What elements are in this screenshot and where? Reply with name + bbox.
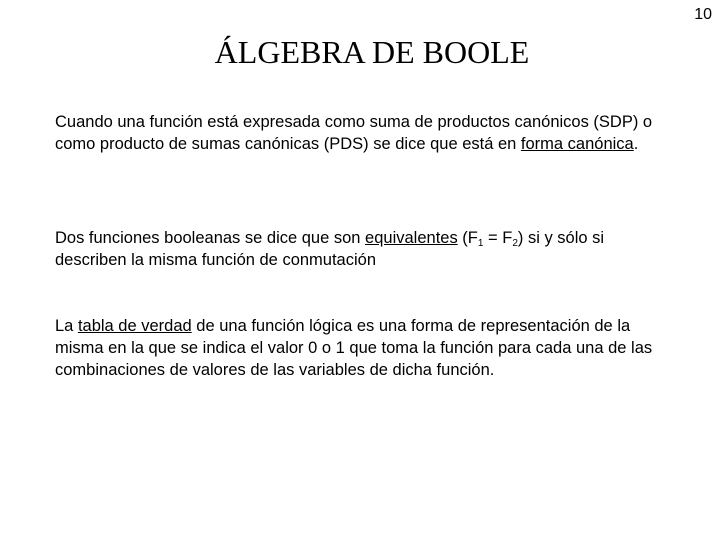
page-title: ÁLGEBRA DE BOOLE [214,34,530,70]
paragraph-text: (F [457,229,478,247]
paragraph-text: = F [483,229,513,247]
term-tabla-de-verdad: tabla de verdad [77,317,192,335]
paragraph-text: de una función lógica es una forma de representación de la misma en la que se indica el valor 0 o 1 que toma la función para cada una de las combinaciones de valores de las variables de dicha función. [55,317,653,379]
paragraph-equivalent-functions [55,227,655,271]
paragraph-text: Dos funciones booleanas se dice que son [55,229,366,247]
page-number: 10 [694,6,712,23]
paragraph-text: La [55,317,78,335]
paragraph-text: ) si y sólo si describen la misma función de conmutación [55,229,605,269]
subscript-1: 1 [477,238,484,249]
term-forma-canonica: forma canónica [520,135,634,153]
paragraph-truth-table [55,315,655,381]
term-equivalentes: equivalentes [365,229,458,247]
paragraph-canonical-form [55,111,655,155]
subscript-2: 2 [512,238,518,249]
paragraph-text: . [633,135,639,153]
paragraph-text: Cuando una función está expresada como suma de productos canónicos (SDP) o como producto de sumas canónicas (PDS) se dice que está en [55,113,653,153]
